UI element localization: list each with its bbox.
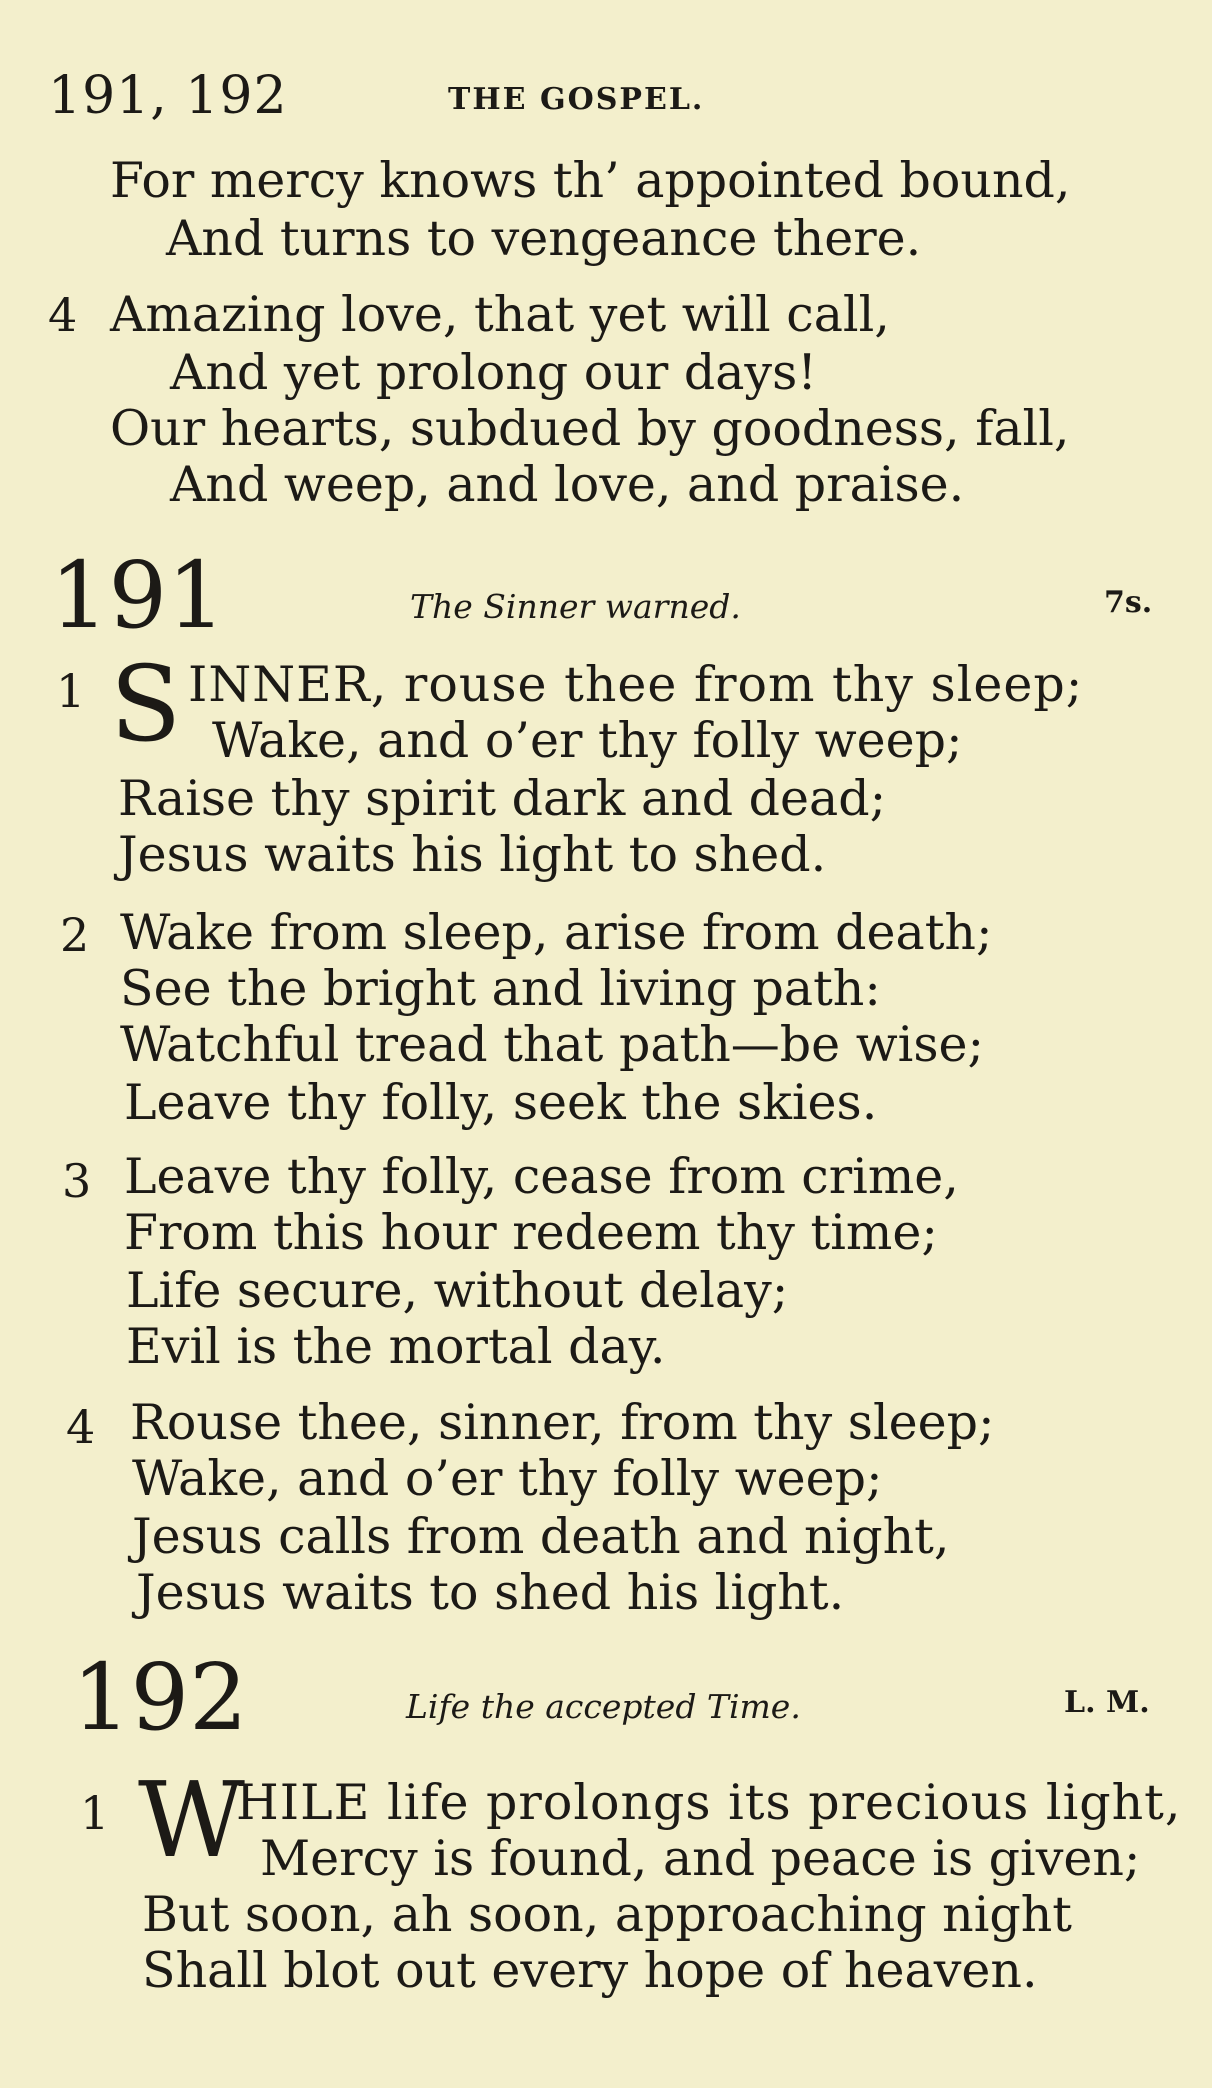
page-numbers: 191, 192 (48, 66, 288, 126)
verse-number: 4 (66, 1400, 96, 1454)
drop-cap: W (138, 1759, 245, 1881)
verse-line: Life secure, without delay; (126, 1262, 789, 1319)
continuation-line: And turns to vengeance there. (166, 210, 922, 267)
verse-line: Leave thy folly, cease from crime, (124, 1148, 959, 1205)
hymn-number: 192 (72, 1644, 248, 1751)
drop-cap: S (110, 643, 182, 765)
verse-line: INNER, rouse thee from thy sleep; (188, 656, 1084, 713)
hymn-title: Life the accepted Time. (406, 1687, 801, 1726)
verse-line: Mercy is found, and peace is given; (260, 1830, 1141, 1887)
verse-line: And weep, and love, and praise. (170, 456, 965, 513)
verse-line: Wake, and o’er thy folly weep; (212, 712, 963, 769)
hymn-title: The Sinner warned. (410, 587, 741, 626)
verse-line: Jesus calls from death and night, (132, 1508, 950, 1565)
verse-number: 3 (62, 1154, 92, 1208)
verse-number: 4 (48, 288, 78, 342)
verse-line: Wake, and o’er thy folly weep; (132, 1450, 883, 1507)
verse-line: Rouse thee, sinner, from thy sleep; (130, 1394, 995, 1451)
verse-line: And yet prolong our days! (170, 344, 817, 401)
verse-line: Evil is the mortal day. (126, 1318, 666, 1375)
verse-line: Amazing love, that yet will call, (110, 286, 890, 343)
hymn-meter: 7s. (1104, 585, 1153, 620)
verse-line: Wake from sleep, arise from death; (120, 904, 993, 961)
verse-line: Shall blot out every hope of heaven. (142, 1942, 1038, 1999)
verse-line: HILE life prolongs its precious light, (236, 1774, 1182, 1831)
running-head (48, 66, 1168, 126)
verse-line: Leave thy folly, seek the skies. (124, 1074, 878, 1131)
continuation-line: For mercy knows th’ appointed bound, (110, 152, 1071, 209)
hymn-number: 191 (50, 542, 226, 649)
verse-line: From this hour redeem thy time; (124, 1204, 938, 1261)
hymn-meter: L. M. (1064, 1685, 1150, 1720)
verse-line: Jesus waits his light to shed. (118, 826, 827, 883)
verse-line: Raise thy spirit dark and dead; (118, 770, 887, 827)
verse-number: 1 (56, 664, 86, 718)
verse-number: 1 (80, 1786, 110, 1840)
verse-number: 2 (60, 908, 90, 962)
verse-line: Watchful tread that path—be wise; (120, 1016, 984, 1073)
verse-line: Jesus waits to shed his light. (136, 1564, 845, 1621)
verse-line: But soon, ah soon, approaching night (142, 1886, 1072, 1943)
verse-line: See the bright and living path: (120, 960, 881, 1017)
section-title: THE GOSPEL. (448, 82, 705, 117)
verse-line: Our hearts, subdued by goodness, fall, (110, 400, 1070, 457)
